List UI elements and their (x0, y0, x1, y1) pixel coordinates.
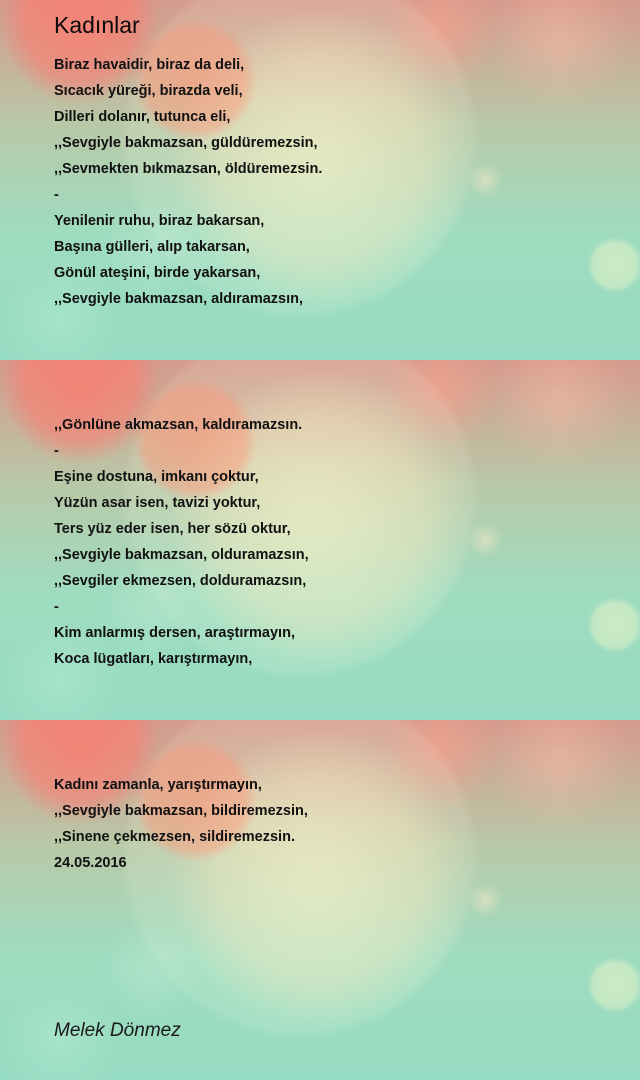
verse-line: Dilleri dolanır, tutunca eli, (54, 109, 231, 125)
poem-title: Kadınlar (54, 12, 140, 38)
verse-line: ,,Sevgiyle bakmazsan, güldüremezsin, (54, 135, 318, 151)
poem-panel-3 (0, 720, 640, 1080)
verse-line: ,,Sevgiyle bakmazsan, olduramazsın, (54, 547, 309, 563)
poem-author: Melek Dönmez (54, 1020, 181, 1041)
verse-line: - (54, 443, 59, 459)
verse-line: - (54, 187, 59, 203)
verse-line: Başına gülleri, alıp takarsan, (54, 239, 250, 255)
verse-line: ,,Sevgiler ekmezsen, dolduramazsın, (54, 573, 307, 589)
verse-line: ,,Gönlüne akmazsan, kaldıramazsın. (54, 417, 303, 433)
verse-line: Yüzün asar isen, tavizi yoktur, (54, 495, 261, 511)
verse-list-2 (54, 412, 309, 672)
verse-line: Koca lügatları, karıştırmayın, (54, 651, 253, 667)
verse-line: Gönül ateşini, birde yakarsan, (54, 265, 261, 281)
verse-line: ,,Sevmekten bıkmazsan, öldüremezsin. (54, 161, 323, 177)
verse-line: - (54, 599, 59, 615)
verse-line: Kadını zamanla, yarıştırmayın, (54, 777, 262, 793)
poem-date: 24.05.2016 (54, 855, 127, 871)
verse-line: Kim anlarmış dersen, araştırmayın, (54, 625, 295, 641)
verse-line: Eşine dostuna, imkanı çoktur, (54, 469, 259, 485)
verse-line: ,,Sevgiyle bakmazsan, bildiremezsin, (54, 803, 308, 819)
verse-line: Sıcacık yüreği, birazda veli, (54, 83, 243, 99)
verse-list-1 (54, 52, 322, 312)
verse-line: ,,Sevgiyle bakmazsan, aldıramazsın, (54, 291, 304, 307)
poem-panel-2 (0, 360, 640, 720)
verse-line: ,,Sinene çekmezsen, sildiremezsin. (54, 829, 295, 845)
verse-line: Yenilenir ruhu, biraz bakarsan, (54, 213, 265, 229)
poem-panel-1 (0, 0, 640, 360)
verse-line: Ters yüz eder isen, her sözü oktur, (54, 521, 291, 537)
verse-line: Biraz havaidir, biraz da deli, (54, 57, 245, 73)
verse-list-3 (54, 772, 308, 876)
